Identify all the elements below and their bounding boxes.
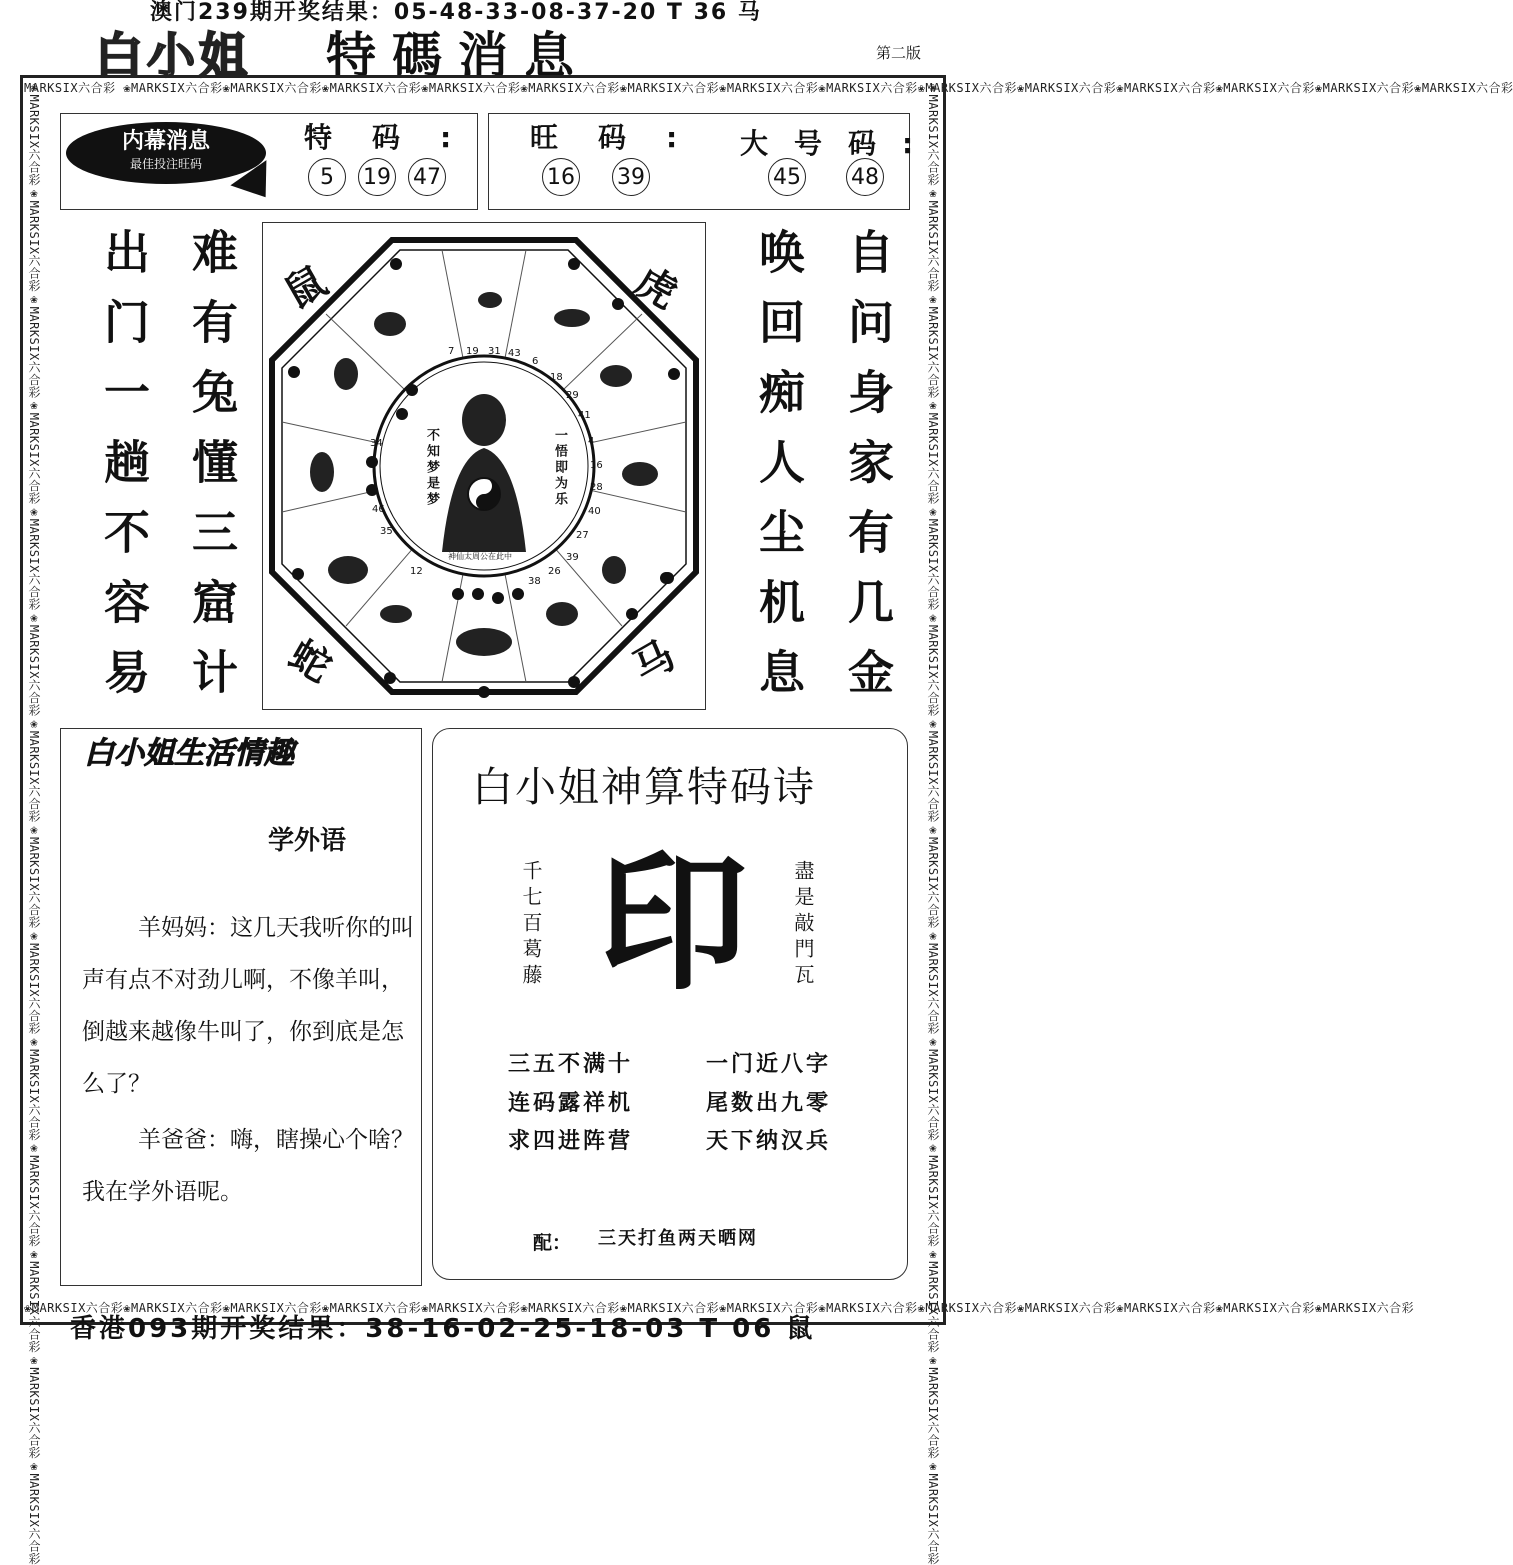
life-paragraph-1: 羊妈妈：这几天我听你的叫声有点不对劲儿啊，不像羊叫，倒越来越像牛叫了，你到底是怎么了？ bbox=[82, 915, 414, 1097]
couplet-left-inner: 难有兔懂三窟计 bbox=[185, 228, 239, 718]
corner-char-br: 马 bbox=[625, 632, 683, 692]
poem-title: 白小姐神算特码诗 bbox=[472, 763, 816, 811]
ring-number: 39 bbox=[566, 552, 579, 563]
border-text: MARKSIX六合彩 bbox=[24, 81, 116, 95]
life-subtitle: 学外语 bbox=[268, 826, 347, 856]
poem-line-left-2: 连码露祥机 bbox=[508, 1091, 634, 1116]
ring-number: 7 bbox=[448, 346, 455, 357]
ring-number: 18 bbox=[550, 372, 563, 383]
brand-logo: 白小姐 bbox=[95, 28, 252, 84]
center-left-text: 不知梦是梦 bbox=[424, 428, 439, 508]
center-right-text: 一悟即为乐 bbox=[552, 428, 567, 508]
ring-number: 43 bbox=[508, 348, 521, 359]
couplet-right-outer: 自问身家有几金 bbox=[841, 228, 895, 718]
ring-number: 34 bbox=[370, 438, 383, 449]
border-strip-top: MARKSIX六合彩 ❀MARKSIX六合彩❀MARKSIX六合彩❀MARKSIX六合彩❀MARKSIX六合彩❀MARKSIX六合彩❀MARKSIX六合彩❀MARKSIX六合彩❀MARKSIX六合彩❀MARKSIX六合彩❀MARKSIX六合彩❀MARKSIX六合彩❀MARKSIX六合彩❀MARKSIX六合彩❀MARKSIX六合彩 bbox=[24, 81, 1513, 95]
special-number-2: 19 bbox=[358, 158, 396, 196]
couplet-left-outer: 出门一趟不容易 bbox=[97, 228, 151, 718]
bubble-subtitle: 最佳投注旺码 bbox=[129, 157, 202, 171]
ring-number: 40 bbox=[588, 506, 601, 517]
corner-char-tl: 鼠 bbox=[277, 258, 335, 318]
ring-number: 4 bbox=[588, 436, 595, 447]
insider-bubble bbox=[66, 122, 266, 184]
ring-number: 46 bbox=[372, 504, 385, 515]
hot-number-2: 39 bbox=[612, 158, 650, 196]
pei-answer: 三天打鱼两天晒网 bbox=[598, 1228, 758, 1249]
couplet-right-inner: 唤回痴人尘机息 bbox=[752, 228, 806, 718]
poem-line-right-3: 天下纳汉兵 bbox=[706, 1129, 832, 1154]
ring-number: 41 bbox=[578, 410, 591, 421]
border-strip-left: ❀MARKSIX六合彩❀MARKSIX六合彩❀MARKSIX六合彩❀MARKSIX六合彩❀MARKSIX六合彩❀MARKSIX六合彩❀MARKSIX六合彩❀MARKSIX六合彩❀MARKSIX六合彩❀MARKSIX六合彩❀MARKSIX六合彩❀MARKSIX六合彩❀MARKSIX六合彩❀MARKSIX六合彩 bbox=[27, 80, 41, 1565]
edition-label: 第二版 bbox=[876, 44, 922, 62]
hk-result: 香港093期开奖结果：38-16-02-25-18-03 T 06 鼠 bbox=[70, 1314, 816, 1344]
hot-number-1: 16 bbox=[542, 158, 580, 196]
corner-char-tr: 虎 bbox=[627, 258, 685, 318]
macau-result: 澳门239期开奖结果：05-48-33-08-37-20 T 36 马 bbox=[150, 0, 762, 25]
poem-big-character: 印 bbox=[598, 835, 749, 1011]
poem-line-right-1: 一门近八字 bbox=[706, 1052, 832, 1077]
life-paragraph-2: 羊爸爸：嗨，瞎操心个啥？我在学外语呢。 bbox=[82, 1127, 414, 1205]
big-number-1: 45 bbox=[768, 158, 806, 196]
poem-left-vertical: 千七百葛藤 bbox=[519, 860, 543, 990]
ring-number: 38 bbox=[528, 576, 541, 587]
poem-line-left-3: 求四进阵营 bbox=[508, 1129, 634, 1154]
special-number-1: 5 bbox=[308, 158, 346, 196]
ring-number: 6 bbox=[532, 356, 539, 367]
ring-number: 27 bbox=[576, 530, 589, 541]
ring-number: 28 bbox=[590, 482, 603, 493]
special-number-3: 47 bbox=[408, 158, 446, 196]
ring-number: 19 bbox=[466, 346, 479, 357]
center-bottom-text: 神仙太周公在此中 bbox=[448, 552, 512, 561]
ring-number: 35 bbox=[380, 526, 393, 537]
life-title: 白小姐生活情趣 bbox=[84, 736, 294, 771]
page-title: 特碼消息 bbox=[326, 26, 590, 85]
ring-number: 12 bbox=[410, 566, 423, 577]
border-strip-right: ❀MARKSIX六合彩❀MARKSIX六合彩❀MARKSIX六合彩❀MARKSIX六合彩❀MARKSIX六合彩❀MARKSIX六合彩❀MARKSIX六合彩❀MARKSIX六合彩❀MARKSIX六合彩❀MARKSIX六合彩❀MARKSIX六合彩❀MARKSIX六合彩❀MARKSIX六合彩❀MARKSIX六合彩 bbox=[926, 80, 940, 1565]
border-strip-bottom: ❀MARKSIX六合彩❀MARKSIX六合彩❀MARKSIX六合彩❀MARKSIX六合彩❀MARKSIX六合彩❀MARKSIX六合彩❀MARKSIX六合彩❀MARKSIX六合彩❀MARKSIX六合彩❀MARKSIX六合彩❀MARKSIX六合彩❀MARKSIX六合彩❀MARKSIX六合彩❀MARKSIX六合彩 bbox=[24, 1301, 1415, 1315]
hot-label: 旺码: bbox=[530, 121, 718, 154]
pei-label: 配： bbox=[533, 1232, 572, 1254]
ring-number: 31 bbox=[488, 346, 501, 357]
ring-number: 26 bbox=[548, 566, 561, 577]
ring-number: 16 bbox=[590, 460, 603, 471]
poem-line-left-1: 三五不满十 bbox=[508, 1052, 634, 1077]
ring-number: 29 bbox=[566, 390, 579, 401]
bubble-title: 内幕消息 bbox=[121, 129, 210, 154]
big-number-label: 大号码: bbox=[740, 127, 940, 160]
big-number-2: 48 bbox=[846, 158, 884, 196]
poem-right-vertical: 盡是敲門瓦 bbox=[791, 860, 815, 990]
special-label: 特码: bbox=[304, 121, 492, 154]
corner-char-bl: 蛇 bbox=[281, 632, 339, 692]
poem-line-right-2: 尾数出九零 bbox=[706, 1091, 832, 1116]
